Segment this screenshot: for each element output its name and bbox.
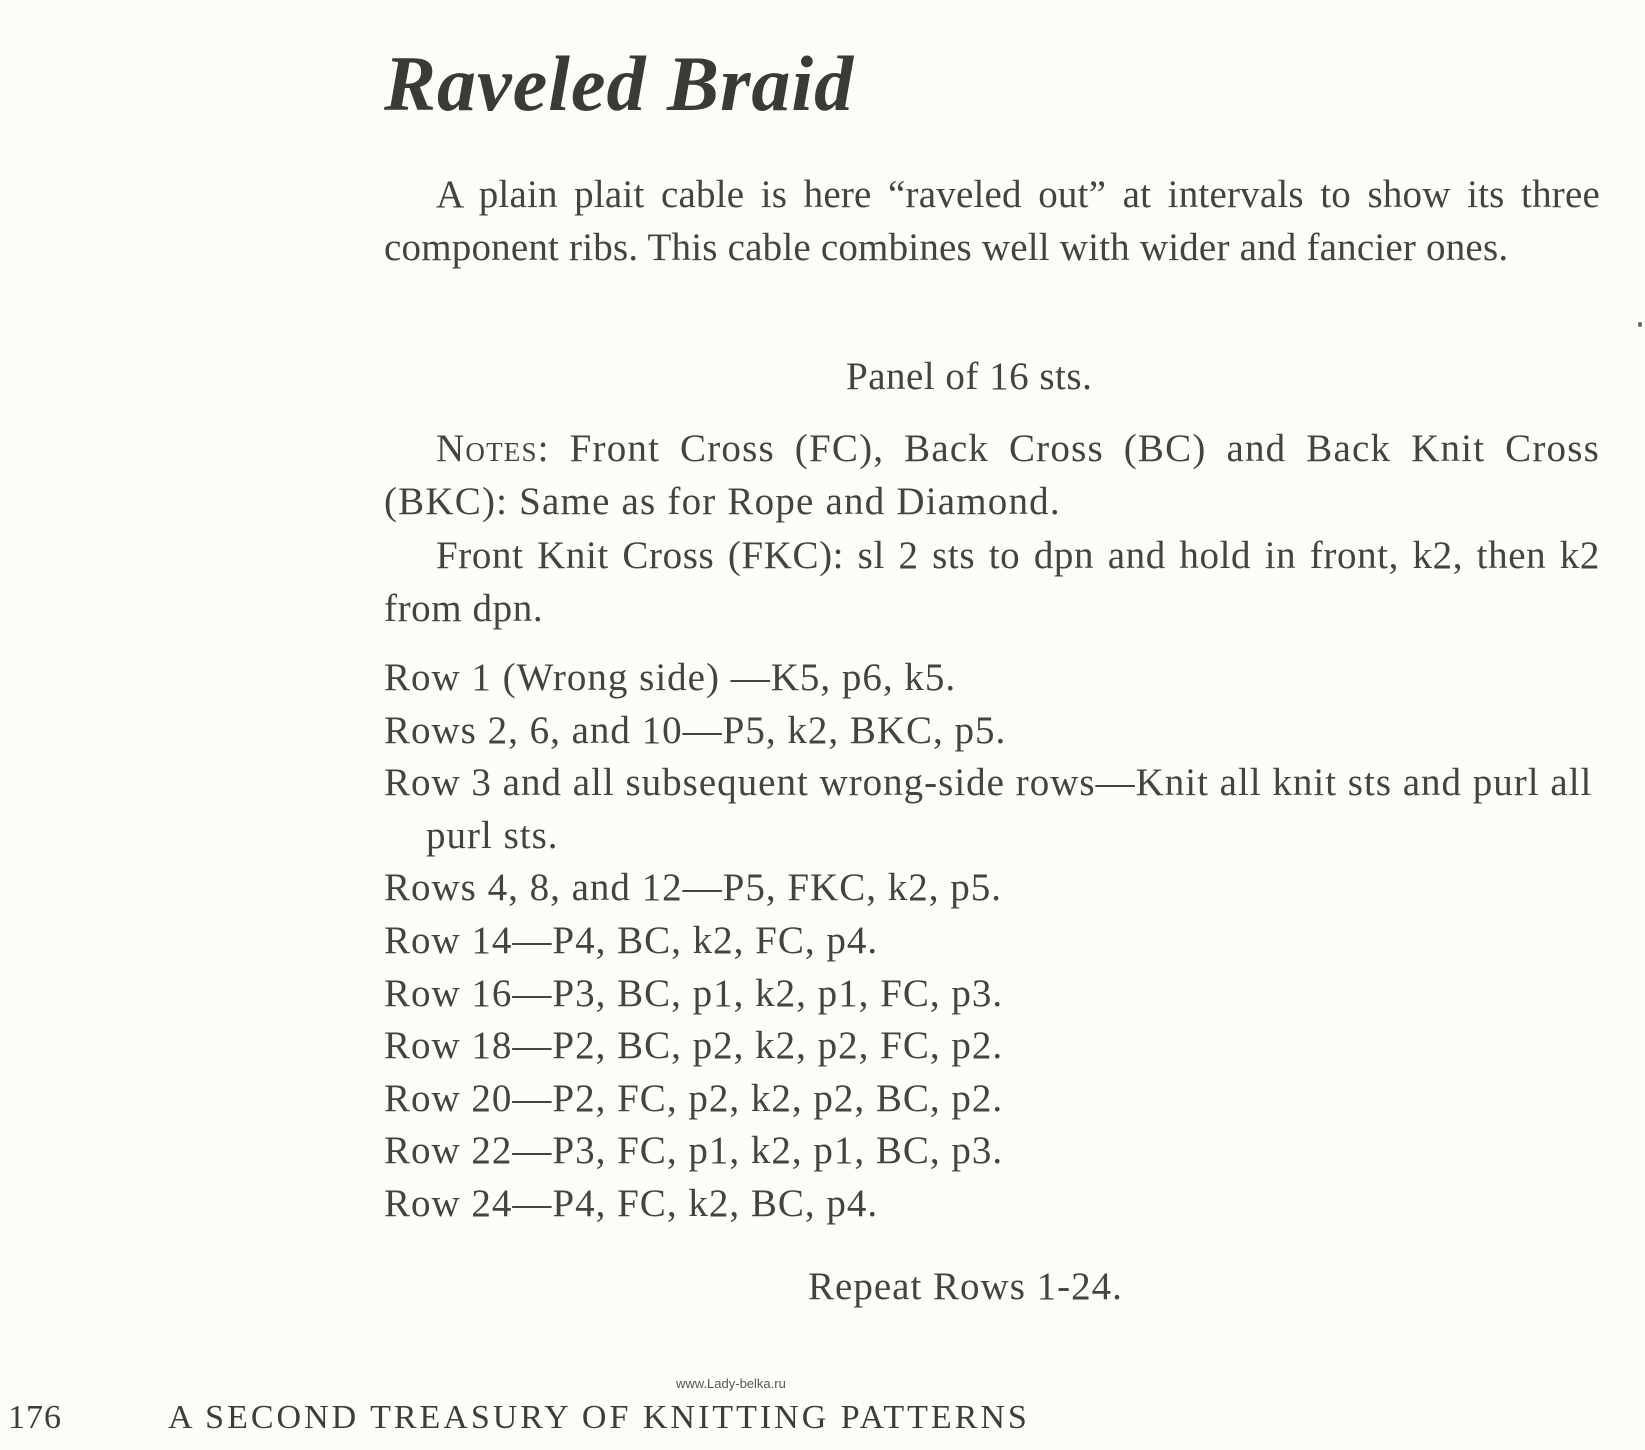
notes-label: Notes: bbox=[436, 427, 550, 470]
fkc-definition: Front Knit Cross (FKC): sl 2 sts to dpn and hold in front, k2, then k2 from dpn. bbox=[384, 534, 1600, 630]
panel-size: Panel of 16 sts. bbox=[846, 355, 1093, 398]
row-instruction: Row 18—P2, BC, p2, k2, p2, FC, p2. bbox=[384, 1024, 1004, 1068]
pattern-title: Raveled Braid bbox=[384, 40, 855, 127]
row-instruction: Row 14—P4, BC, k2, FC, p4. bbox=[384, 918, 879, 962]
row-instruction: Rows 2, 6, and 10—P5, k2, BKC, p5. bbox=[384, 708, 1007, 752]
row-instruction: Row 20—P2, FC, p2, k2, p2, BC, p2. bbox=[384, 1076, 1004, 1120]
row-instruction: Row 3 and all subsequent wrong-side rows—Knit all knit sts and purl all purl sts. bbox=[384, 761, 1593, 857]
row-instruction: Row 22—P3, FC, p1, k2, p1, BC, p3. bbox=[384, 1129, 1004, 1173]
scan-speck bbox=[1638, 322, 1642, 327]
row-instruction: Row 1 (Wrong side) —K5, p6, k5. bbox=[384, 656, 957, 699]
notes-paragraph bbox=[384, 422, 1600, 528]
notes-text: Front Cross (FC), Back Cross (BC) and Back Knit Cross (BKC): Same as for Rope and Diamond. bbox=[384, 427, 1600, 523]
row-instruction: Row 16—P3, BC, p1, k2, p1, FC, p3. bbox=[384, 971, 1004, 1015]
row-instructions bbox=[384, 652, 1604, 1231]
watermark: www.Lady-belka.ru bbox=[676, 1376, 786, 1391]
running-title: A SECOND TREASURY OF KNITTING PATTERNS bbox=[168, 1399, 1030, 1436]
intro-paragraph: A plain plait cable is here “raveled out” at intervals to show its three component ribs. This cable combines well with wider and fancier ones. bbox=[384, 173, 1600, 269]
repeat-instruction: Repeat Rows 1-24. bbox=[808, 1265, 1123, 1308]
row-instruction: Rows 4, 8, and 12—P5, FKC, k2, p5. bbox=[384, 866, 1002, 910]
row-instruction: Row 24—P4, FC, k2, BC, p4. bbox=[384, 1181, 879, 1225]
page-footer bbox=[8, 1398, 1030, 1438]
page-number: 176 bbox=[8, 1399, 62, 1436]
